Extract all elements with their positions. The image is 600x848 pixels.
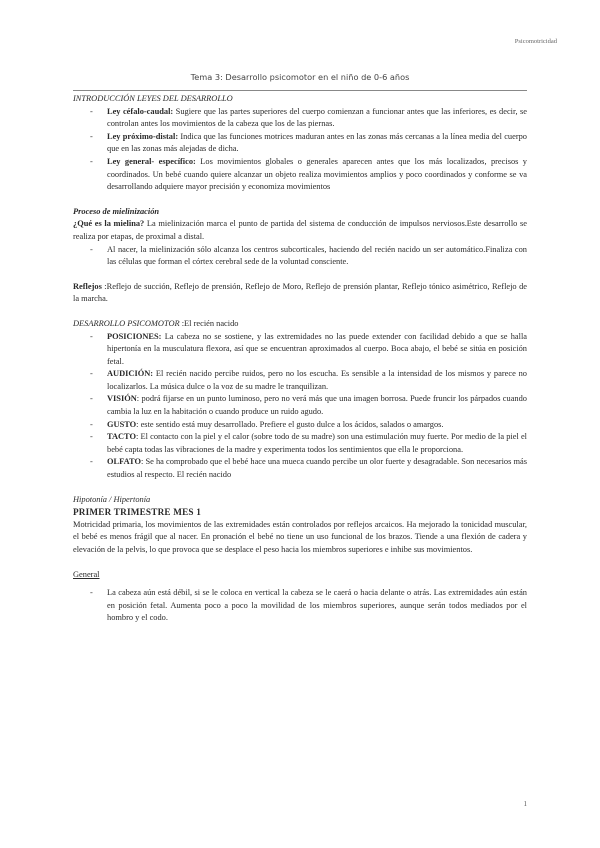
list-item-term: VISIÓN <box>107 394 137 404</box>
laws-list <box>73 106 527 194</box>
list-item <box>73 106 527 131</box>
desarrollo-heading-suffix: :El recién nacido <box>179 318 239 328</box>
list-item-text: Sugiere que las partes superiores del cuerpo comienzan a funcionar antes que las inferiores, es decir, se controlan antes los movimientos de la cabeza que los de las piernas. <box>107 106 527 129</box>
list-item-text: : Se ha comprobado que el bebé hace una mueca cuando percibe un olor fuerte y desagradable. Son necesarios más estudios al respecto. El recién nacido <box>107 457 527 480</box>
list-item-text: : podrá fijarse en un punto luminoso, pero no verá más que una imagen borrosa. Puede fruncir los párpados cuando cambia la luz en la habitación o cuando produce un ruido agudo. <box>107 394 527 417</box>
mielina-paragraph <box>73 218 527 243</box>
list-item-text: : este sentido está muy desarrollado. Prefiere el gusto dulce a los ácidos, salados o amargos. <box>136 419 444 429</box>
primer-trimestre-heading: PRIMER TRIMESTRE MES 1 <box>73 507 202 518</box>
title-divider <box>73 90 527 91</box>
list-item-term: OLFATO <box>107 457 141 467</box>
list-item <box>73 131 527 156</box>
document-body <box>73 93 527 625</box>
list-item-term: Ley próximo-distal: <box>107 131 179 141</box>
general-list <box>73 587 527 625</box>
list-item <box>73 431 527 456</box>
desarrollo-heading-line <box>73 318 527 331</box>
reflejos-paragraph <box>73 281 527 306</box>
list-item <box>73 156 527 194</box>
reflejos-text: :Reflejo de succión, Reflejo de prensión, Reflejo de Moro, Reflejo de prensión plantar, Reflejo tónico asimétrico, Reflejo de la marcha. <box>73 281 527 304</box>
list-item-text: Los movimientos globales o generales aparecen antes que los más localizados, precisos y coordinados. Un bebé cuando quiere alcanzar un objeto realiza movimientos amplios y poco coordinados y conforme se va desarrollando adquiere mayor precisión y economiza movimientos <box>107 156 527 192</box>
list-item-term: AUDICIÓN: <box>107 369 154 379</box>
mielinizacion-list <box>73 244 527 269</box>
senses-list <box>73 331 527 482</box>
list-item <box>73 368 527 393</box>
mielinizacion-heading: Proceso de mielinización <box>73 206 160 216</box>
list-item: - La cabeza aún está débil, si se le coloca en vertical la cabeza se le caerá o hacia delante o atrás. Las extremidades aún están en posición fetal. Aumenta poco a poco la movilidad de los miembros superiores, aunque serán todos mediados por el hombro y el codo. <box>73 587 527 625</box>
list-item-term: Ley céfalo-caudal: <box>107 106 174 116</box>
list-item-term: POSICIONES: <box>107 331 162 341</box>
mielina-answer: La mielinización marca el punto de partida del sistema de conducción de impulsos nerviosos.Este desarrollo se realiza por etapas, de proximal a distal. <box>73 219 527 241</box>
running-header: Psicomotricidad <box>514 38 557 45</box>
tono-heading: Hipotonía / Hipertonía <box>73 494 151 504</box>
list-item-text: : El contacto con la piel y el calor (sobre todo de su madre) son una estimulación muy fuerte. Por medio de la piel el bebé capta todas las vibraciones de la madre y experimenta todos los sentimientos que ella le proporciona. <box>107 432 527 454</box>
list-item-text: La cabeza no se sostiene, y las extremidades no las puede extender con facilidad debido a que se halla hipertonía en la musculatura flexora, así que se encuentran aproximados al cuerpo. Boca abajo, el bebé se sitúa en posición fetal. <box>107 331 527 366</box>
reflejos-term: Reflejos <box>73 281 102 291</box>
document-title: Tema 3: Desarrollo psicomotor en el niño de 0-6 años <box>190 72 410 82</box>
list-item-term: Ley general- específico: <box>107 156 196 166</box>
list-item <box>73 419 527 432</box>
list-item-term: GUSTO <box>107 419 137 429</box>
list-item-text: Indica que las funciones motrices maduran antes en las zonas más cercanas a la línea media del cuerpo que en las zonas más alejadas de dicha. <box>107 131 527 154</box>
list-item: - Al nacer, la mielinización sólo alcanza los centros subcorticales, haciendo del recién nacido un ser automático.Finaliza con las células que forman el córtex cerebral sede de la voluntad consciente. <box>73 244 527 269</box>
list-item <box>73 331 527 369</box>
mielina-question: ¿Qué es la mielina? <box>73 219 145 229</box>
intro-heading: INTRODUCCIÓN LEYES DEL DESARROLLO <box>73 94 233 103</box>
list-item-term: TACTO <box>107 432 137 442</box>
list-item-text: El recién nacido percibe ruidos, pero no los escucha. Es sensible a la intensidad de los mismos y parece no localizarlos. La música dulce o la voz de su madre le tranquilizan. <box>107 369 527 391</box>
desarrollo-heading: DESARROLLO PSICOMOTOR <box>73 318 180 328</box>
list-item <box>73 456 527 481</box>
motricidad-paragraph: Motricidad primaria, los movimientos de las extremidades están controlados por reflejos arcaicos. Ha mejorado la tonicidad muscular, el bebé es menos frágil que al nacer. En pronación el bebé no tiene un uso funcional de los brazos. Tiende a una flexión de cadera y elevación de la pelvis, lo que provoca que se desplace el peso hacia los miembros superiores e inhibe sus movimientos. <box>73 519 527 554</box>
list-item <box>73 393 527 418</box>
general-heading: General <box>73 569 100 579</box>
page-number: 1 <box>523 800 527 808</box>
